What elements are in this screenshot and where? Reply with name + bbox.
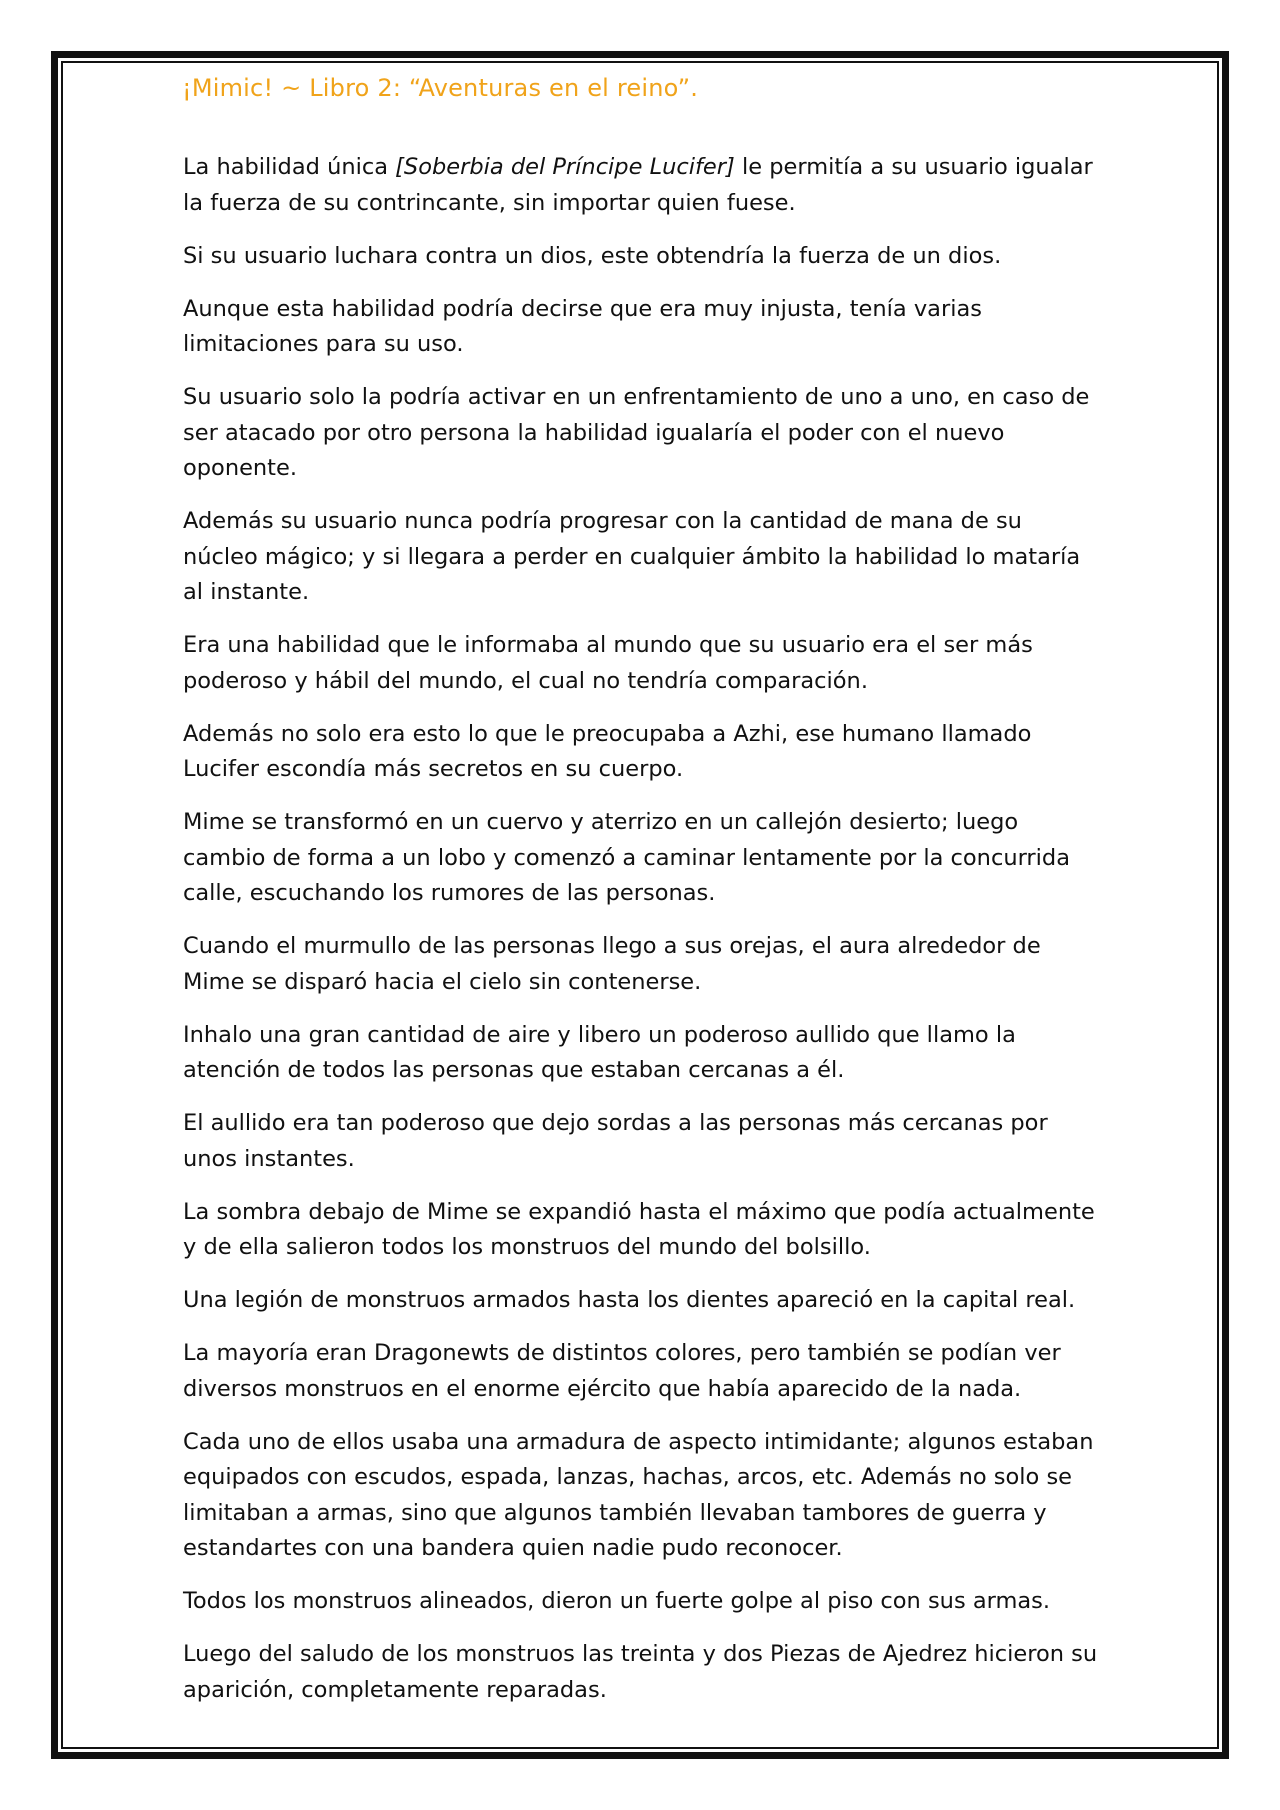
paragraph-1-start: La habilidad única (183, 154, 396, 180)
paragraph-3: Aunque esta habilidad podría decirse que era muy injusta, tenía varias limitaciones para su uso. (183, 295, 982, 357)
paragraph-17: Luego del saludo de los monstruos las treinta y dos Piezas de Ajedrez hicieron su aparición, completamente reparadas. (183, 1641, 1098, 1703)
paragraph-8: Mime se transformó en un cuervo y aterrizo en un callejón desierto; luego cambio de forma a un lobo y comenzó a caminar lentamente por la concurrida calle, escuchando los rumores de las personas. (183, 809, 1071, 906)
skill-name: [Soberbia del Príncipe Lucifer] (395, 154, 735, 180)
paragraph-9: Cuando el murmullo de las personas llego a sus orejas, el aura alrededor de Mime se disparó hacia el cielo sin contenerse. (183, 933, 1041, 995)
paragraph-1-end: le permitía a su usuario igualar la fuerza de su contrincante, sin importar quien fuese. (183, 154, 1093, 216)
paragraph-15: Cada uno de ellos usaba una armadura de aspecto intimidante; algunos estaban equipados con escudos, espada, lanzas, hachas, arcos, etc. Además no solo se limitaban a armas, sino que algunos también llevaban tambores de guerra y estandartes con una bandera quien nadie pudo reconocer. (183, 1428, 1094, 1561)
body-text (183, 150, 1098, 1726)
paragraph-13: Una legión de monstruos armados hasta los dientes apareció en la capital real. (183, 1287, 1076, 1313)
paragraph-6: Era una habilidad que le informaba al mundo que su usuario era el ser más poderoso y hábil del mundo, el cual no tendría comparación. (183, 632, 1033, 694)
paragraph-4: Su usuario solo la podría activar en un enfrentamiento de uno a uno, en caso de ser atacado por otro persona la habilidad igualaría el poder con el nuevo oponente. (183, 384, 1090, 481)
paragraph-16: Todos los monstruos alineados, dieron un fuerte golpe al piso con sus armas. (183, 1588, 1051, 1614)
paragraph-1 (183, 150, 1098, 221)
paragraph-10: Inhalo una gran cantidad de aire y libero un poderoso aullido que llamo la atención de todos las personas que estaban cercanas a él. (183, 1021, 1016, 1083)
running-header: ¡Mimic! ~ Libro 2: “Aventuras en el reino”. (182, 74, 699, 102)
paragraph-14: La mayoría eran Dragonewts de distintos colores, pero también se podían ver diversos monstruos en el enorme ejército que había aparecido de la nada. (183, 1340, 1061, 1402)
paragraph-12: La sombra debajo de Mime se expandió hasta el máximo que podía actualmente y de ella salieron todos los monstruos del mundo del bolsillo. (183, 1198, 1095, 1260)
paragraph-2: Si su usuario luchara contra un dios, este obtendría la fuerza de un dios. (183, 242, 1002, 269)
paragraph-7: Además no solo era esto lo que le preocupaba a Azhi, ese humano llamado Lucifer escondía más secretos en su cuerpo. (183, 720, 1032, 782)
paragraph-11: El aullido era tan poderoso que dejo sordas a las personas más cercanas por unos instantes. (183, 1110, 1048, 1172)
paragraph-5: Además su usuario nunca podría progresar con la cantidad de mana de su núcleo mágico; y si llegara a perder en cualquier ámbito la habilidad lo mataría al instante. (183, 508, 1081, 605)
